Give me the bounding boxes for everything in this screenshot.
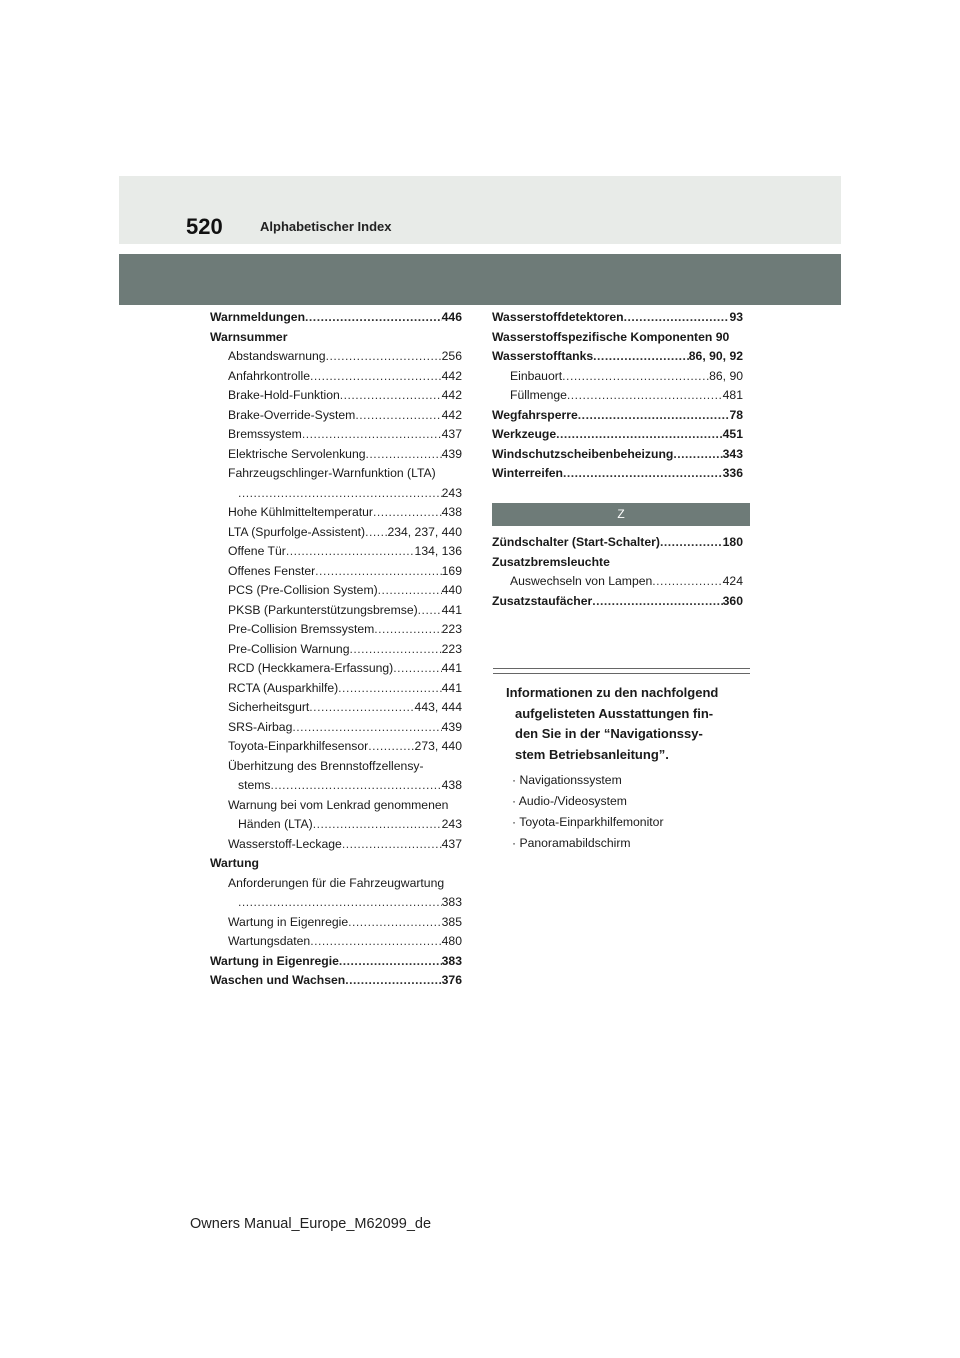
entry-term: Wartung in Eigenregie: [210, 953, 339, 968]
dot-leader: [567, 386, 723, 406]
index-subentry: [210, 620, 462, 640]
index-entry: [492, 445, 743, 465]
index-subentry: [210, 776, 462, 796]
entry-term: Zusatzstaufächer: [492, 593, 593, 608]
index-entry: [492, 533, 743, 553]
page-number: 520: [186, 214, 223, 239]
entry-term: RCD (Heckkamera-Erfassung): [228, 661, 394, 675]
dot-leader: [310, 367, 442, 387]
entry-term: Werkzeuge: [492, 427, 557, 441]
entry-term: Elektrische Servolenkung: [228, 446, 366, 461]
index-heading: Zusatzbremsleuchte: [492, 554, 610, 569]
index-subentry: [210, 445, 462, 465]
entry-term: Wasserstoffdetektoren: [492, 310, 624, 324]
index-subentry-text: Anforderungen für die Fahrzeugwartung: [228, 875, 445, 890]
index-subentry: [210, 640, 462, 660]
page-reference: 440: [441, 583, 462, 597]
page-reference: 223: [441, 641, 462, 656]
dot-leader: [345, 971, 441, 991]
index-subentry: [492, 572, 743, 592]
dot-leader: [238, 484, 442, 504]
index-entry: [492, 308, 743, 328]
dot-leader: [305, 308, 442, 328]
info-list-item: · Toyota-Einparkhilfemonitor: [512, 815, 664, 829]
dot-leader: [271, 776, 442, 796]
page-reference: 273, 440: [414, 739, 462, 753]
index-subentry: [492, 367, 743, 387]
entry-term: Füllmenge: [510, 388, 567, 402]
page-reference: 93: [729, 310, 743, 324]
index-subentry: [210, 503, 462, 523]
dot-leader: [340, 386, 442, 406]
dot-leader: [310, 932, 441, 952]
page-reference: 439: [441, 719, 462, 734]
page-reference: 438: [441, 505, 462, 519]
dot-leader: [313, 815, 442, 835]
dot-leader: [393, 659, 441, 679]
index-entry: [210, 308, 462, 328]
entry-term: Pre-Collision Bremssystem: [228, 622, 375, 636]
dot-leader: [326, 347, 442, 367]
index-entry: [210, 952, 462, 972]
dot-leader: [378, 581, 442, 601]
page-reference: 343: [722, 446, 743, 461]
index-subentry-text: Fahrzeugschlinger-Warnfunktion (LTA): [228, 466, 436, 480]
page-reference: 441: [441, 680, 462, 695]
dot-leader: [660, 533, 723, 553]
index-subentry: [210, 932, 462, 952]
dot-leader: [355, 406, 441, 426]
entry-term: Windschutzscheibenbeheizung: [492, 446, 674, 461]
entry-term: stems: [238, 778, 271, 792]
page-reference: 180: [722, 535, 743, 549]
entry-term: RCTA (Ausparkhilfe): [228, 680, 339, 695]
entry-term: Hohe Kühlmitteltemperatur: [228, 505, 373, 519]
index-subentry: [210, 698, 462, 718]
entry-term: Abstandswarnung: [228, 349, 326, 363]
info-heading-line: aufgelisteten Ausstattungen fin-: [515, 705, 714, 721]
index-subentry-text: Überhitzung des Brennstoffzellensy-: [228, 758, 424, 773]
index-entry: [492, 347, 743, 367]
footer-document-id: Owners Manual_Europe_M62099_de: [190, 1216, 432, 1232]
page-reference: 437: [441, 427, 462, 441]
dot-leader: [624, 308, 730, 328]
entry-term: Wasserstofftanks: [492, 349, 594, 363]
letter-divider-z: Z: [492, 503, 750, 526]
page-reference: 78: [729, 407, 743, 422]
entry-term: SRS-Airbag: [228, 719, 293, 734]
dot-leader: [673, 445, 722, 465]
info-note-list: [506, 770, 750, 854]
info-heading-line: stem Betriebsanleitung”.: [515, 746, 669, 762]
dot-leader: [652, 572, 722, 592]
page-reference: 442: [441, 407, 462, 422]
index-subentry: [210, 386, 462, 406]
index-entry: [492, 406, 743, 426]
dot-leader: [238, 893, 442, 913]
page-reference: 336: [722, 466, 743, 480]
index-subentry: [210, 367, 462, 387]
info-heading-line: Informationen zu den nachfolgend: [506, 685, 719, 700]
dot-leader: [366, 445, 442, 465]
dot-leader: [365, 523, 387, 543]
page-reference: 169: [441, 563, 462, 578]
entry-term: Wegfahrsperre: [492, 407, 578, 422]
entry-term: PCS (Pre-Collision System): [228, 583, 378, 597]
dot-leader: [339, 952, 442, 972]
page-reference: 360: [722, 593, 743, 608]
page-reference: 86, 90, 92: [688, 349, 743, 363]
dot-leader: [556, 425, 723, 445]
dot-leader: [309, 698, 414, 718]
index-heading: Warnsummer: [210, 329, 288, 344]
info-list-item: · Panoramabildschirm: [512, 836, 631, 850]
page-reference: 446: [441, 310, 462, 324]
entry-term: Waschen und Wachsen: [210, 973, 346, 987]
index-subentry: [210, 659, 462, 679]
index-subentry: [210, 347, 462, 367]
dot-leader: [292, 718, 441, 738]
index-heading: Wartung: [210, 856, 259, 870]
page-reference: 234, 237, 440: [387, 524, 462, 539]
dot-leader: [286, 542, 415, 562]
index-heading: Wasserstoffspezifische Komponenten 90: [492, 329, 730, 344]
dot-leader: [338, 679, 441, 699]
index-subentry: [210, 406, 462, 426]
entry-term: Sicherheitsgurt: [228, 700, 310, 714]
page-reference: 443, 444: [414, 700, 462, 714]
entry-term: PKSB (Parkunterstützungsbremse): [228, 602, 418, 617]
dot-leader: [349, 640, 441, 660]
index-subentry: [492, 386, 743, 406]
page-reference: 451: [722, 427, 743, 441]
dot-leader: [562, 367, 709, 387]
index-column-left: [210, 308, 462, 991]
index-subentry: [210, 893, 462, 913]
index-subentry: [210, 737, 462, 757]
entry-term: Brake-Override-System: [228, 407, 356, 422]
index-subentry: [210, 679, 462, 699]
dot-leader: [592, 592, 722, 612]
entry-term: LTA (Spurfolge-Assistent): [228, 524, 366, 539]
index-subentry: [210, 815, 462, 835]
entry-term: Einbauort: [510, 368, 563, 383]
index-subentry: [210, 562, 462, 582]
index-subentry-text: Warnung bei vom Lenkrad genommenen: [228, 797, 449, 812]
info-note: [506, 683, 750, 854]
dot-leader: [368, 737, 414, 757]
page-reference: 134, 136: [414, 544, 462, 558]
dot-leader: [342, 835, 442, 855]
page-reference: 481: [722, 388, 743, 402]
section-title: Alphabetischer Index: [260, 219, 392, 234]
info-list-item: · Audio-/Videosystem: [512, 794, 627, 808]
index-entry: [210, 971, 462, 991]
index-entry: [492, 592, 743, 612]
index-subentry: [210, 581, 462, 601]
entry-term: Wartung in Eigenregie: [228, 914, 349, 929]
entry-term: Winterreifen: [492, 466, 563, 480]
index-subentry: [210, 542, 462, 562]
index-subentry: [210, 425, 462, 445]
page-reference: 376: [441, 973, 462, 987]
entry-term: Offenes Fenster: [228, 563, 316, 578]
info-list-item: · Navigationssystem: [512, 773, 622, 787]
entry-term: Pre-Collision Warnung: [228, 641, 350, 656]
entry-term: Warnmeldungen: [210, 310, 306, 324]
index-entry: [492, 464, 743, 484]
header-bar: [119, 176, 841, 244]
entry-term: Anfahrkontrolle: [228, 368, 310, 383]
dot-leader: [315, 562, 441, 582]
dot-leader: [348, 913, 442, 933]
dot-leader: [374, 620, 441, 640]
double-rule-divider: [493, 668, 750, 674]
page-reference: 437: [441, 836, 462, 851]
dot-leader: [373, 503, 442, 523]
page-reference: 243: [441, 817, 462, 831]
entry-term: Zündschalter (Start-Schalter): [492, 535, 660, 549]
page-reference: 385: [441, 914, 462, 929]
info-note-heading: [506, 683, 750, 765]
entry-term: Händen (LTA): [238, 817, 313, 831]
index-column-right-z: [492, 533, 743, 611]
page-reference: 442: [441, 388, 462, 402]
entry-term: Auswechseln von Lampen: [510, 574, 653, 588]
page-reference: 480: [441, 934, 462, 948]
page-reference: 424: [722, 574, 743, 588]
page-reference: 442: [441, 368, 462, 383]
page-reference: 438: [441, 778, 462, 792]
index-subentry: [210, 913, 462, 933]
info-heading-line: den Sie in der “Navigationssy-: [515, 726, 703, 741]
page-reference: 441: [441, 602, 462, 617]
page-reference: 383: [441, 895, 462, 909]
dot-leader: [418, 601, 442, 621]
page-reference: 256: [441, 349, 462, 363]
entry-term: Bremssystem: [228, 427, 302, 441]
page-reference: 439: [441, 446, 462, 461]
index-subentry: [210, 523, 462, 543]
header-band: [119, 254, 841, 305]
dot-leader: [593, 347, 689, 367]
page-reference: 86, 90: [709, 368, 743, 383]
index-subentry: [210, 601, 462, 621]
index-subentry: [210, 835, 462, 855]
entry-term: Brake-Hold-Funktion: [228, 388, 340, 402]
entry-term: Wartungsdaten: [228, 934, 311, 948]
dot-leader: [578, 406, 730, 426]
entry-term: Wasserstoff-Leckage: [228, 836, 342, 851]
page-reference: 441: [441, 661, 462, 675]
index-entry: [492, 425, 743, 445]
entry-term: Offene Tür: [228, 544, 286, 558]
dot-leader: [302, 425, 442, 445]
index-subentry: [210, 718, 462, 738]
dot-leader: [563, 464, 723, 484]
entry-term: Toyota-Einparkhilfesensor: [228, 739, 369, 753]
index-subentry: [210, 484, 462, 504]
page-reference: 383: [441, 953, 462, 968]
page-reference: 223: [441, 622, 462, 636]
page-reference: 243: [441, 485, 462, 500]
index-column-right: [492, 308, 743, 484]
